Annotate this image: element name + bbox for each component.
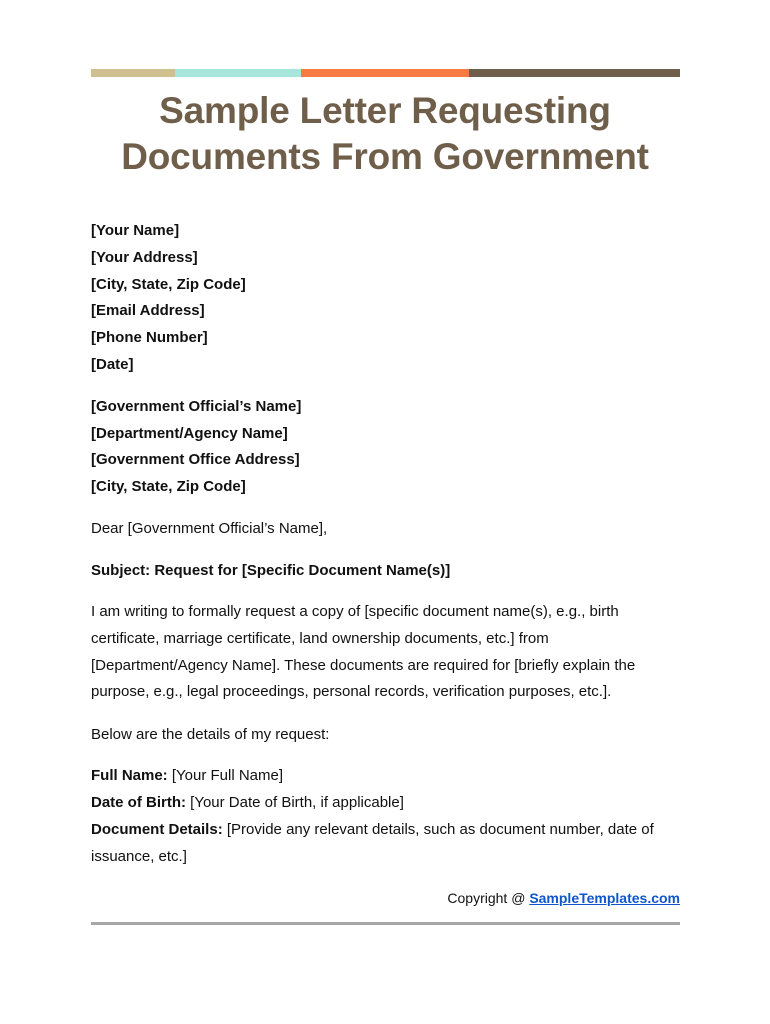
body-paragraph: I am writing to formally request a copy of [specific document name(s), e.g., birth certificate, marriage certificate, land ownership documents, etc.] from [Department/Agency Name]. These documents are required for [briefly explain the purpose, e.g., legal proceedings, personal records, verification purposes, etc.]. [91, 602, 636, 701]
details-intro: Below are the details of my request: [91, 726, 330, 744]
document-title [60, 88, 710, 180]
sender-phone: [Phone Number] [91, 329, 208, 347]
color-bar-segment-tan [91, 69, 175, 77]
sender-city: [City, State, Zip Code] [91, 275, 246, 293]
subject-line: Subject: Request for [Specific Document Name(s)] [91, 561, 451, 579]
recipient-block [91, 394, 681, 501]
full-name-value: [Your Full Name] [167, 767, 284, 785]
title-line-2: Documents From Government [121, 136, 649, 177]
detail-document [91, 817, 681, 871]
sender-date: [Date] [91, 355, 134, 373]
color-bar-segment-orange [301, 69, 469, 77]
document-details-value: [Provide any relevant details, such as document number, date of issuance, etc.] [91, 820, 654, 865]
recipient-city: [City, State, Zip Code] [91, 478, 246, 496]
header-color-bar [91, 69, 680, 77]
request-details [91, 763, 681, 870]
recipient-official: [Government Official’s Name] [91, 397, 302, 415]
copyright-footer [447, 890, 680, 906]
title-line-1: Sample Letter Requesting [159, 90, 611, 131]
sender-name: [Your Name] [91, 222, 180, 239]
color-bar-segment-mint [175, 69, 301, 77]
document-details-label: Document Details: [91, 820, 223, 838]
color-bar-segment-brown [469, 69, 680, 77]
full-name-label: Full Name: [91, 767, 168, 785]
copyright-prefix: Copyright @ [447, 890, 530, 906]
detail-dob [91, 790, 681, 817]
sender-block [91, 218, 681, 379]
sender-email: [Email Address] [91, 302, 205, 320]
detail-full-name [91, 763, 681, 790]
sampletemplates-link[interactable]: SampleTemplates.com [529, 890, 680, 906]
footer-divider [91, 922, 680, 925]
recipient-department: [Department/Agency Name] [91, 424, 288, 442]
letter-body [91, 218, 681, 870]
salutation: Dear [Government Official’s Name], [91, 519, 328, 537]
recipient-office-address: [Government Office Address] [91, 451, 300, 469]
sender-address: [Your Address] [91, 248, 198, 266]
dob-value: [Your Date of Birth, if applicable] [186, 793, 404, 811]
dob-label: Date of Birth: [91, 793, 186, 811]
